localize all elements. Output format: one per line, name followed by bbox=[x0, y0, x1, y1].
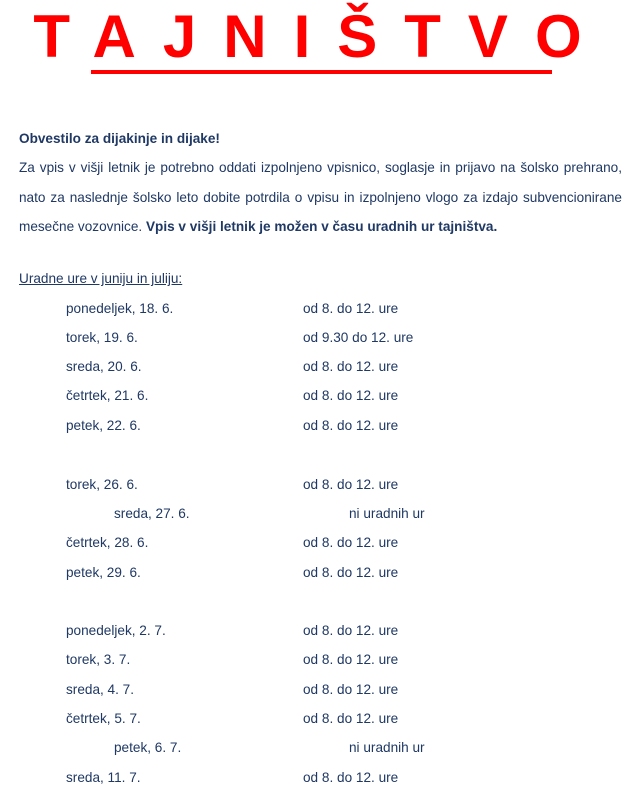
schedule-row-closed bbox=[0, 740, 635, 760]
schedule-hours: od 8. do 12. ure bbox=[303, 359, 399, 374]
schedule-day: petek, 22. 6. bbox=[66, 418, 141, 433]
schedule-day: petek, 6. 7. bbox=[114, 740, 182, 755]
schedule-day: ponedeljek, 18. 6. bbox=[66, 301, 174, 316]
schedule-day: sreda, 20. 6. bbox=[66, 359, 142, 374]
schedule-hours: od 8. do 12. ure bbox=[303, 682, 399, 697]
schedule-hours: od 8. do 12. ure bbox=[303, 388, 399, 403]
schedule-row bbox=[0, 711, 635, 731]
schedule-day: torek, 19. 6. bbox=[66, 330, 138, 345]
schedule-hours: od 8. do 12. ure bbox=[303, 770, 399, 785]
schedule-row bbox=[0, 682, 635, 702]
schedule-day: četrtek, 5. 7. bbox=[66, 711, 141, 726]
schedule-day: sreda, 4. 7. bbox=[66, 682, 135, 697]
notice-heading: Obvestilo za dijakinje in dijake! bbox=[19, 131, 220, 146]
schedule-hours: od 8. do 12. ure bbox=[303, 711, 399, 726]
schedule-hours: od 8. do 12. ure bbox=[303, 535, 399, 550]
notice-body-bold: Vpis v višji letnik je možen v času uradnih ur tajništva. bbox=[145, 219, 498, 235]
schedule-hours: od 8. do 12. ure bbox=[303, 652, 399, 667]
schedule-hours: od 8. do 12. ure bbox=[303, 623, 399, 638]
schedule-row bbox=[0, 565, 635, 585]
schedule-hours: od 8. do 12. ure bbox=[303, 418, 399, 433]
schedule-row bbox=[0, 770, 635, 790]
schedule-row bbox=[0, 652, 635, 672]
schedule-row bbox=[0, 301, 635, 321]
notice-body bbox=[19, 153, 622, 241]
schedule-day: sreda, 27. 6. bbox=[114, 506, 190, 521]
schedule-hours: od 8. do 12. ure bbox=[303, 477, 399, 492]
schedule-day: četrtek, 28. 6. bbox=[66, 535, 149, 550]
schedule-row bbox=[0, 359, 635, 379]
schedule-row bbox=[0, 623, 635, 643]
schedule-row bbox=[0, 388, 635, 408]
schedule-day: torek, 26. 6. bbox=[66, 477, 138, 492]
schedule-day: petek, 29. 6. bbox=[66, 565, 141, 580]
schedule-row-closed bbox=[0, 506, 635, 526]
notice-body-text: Za vpis v višji letnik je potrebno oddati izpolnjeno vpisnico, soglasje in prijavo na šolsko prehrano, nato za naslednje šolsko leto dobite potrdila o vpisu in izpolnjeno vlogo za izdajo subvencionirane mesečne vozovnice. bbox=[19, 160, 622, 235]
schedule-hours: ni uradnih ur bbox=[349, 740, 425, 755]
schedule-row bbox=[0, 535, 635, 555]
page-title: TAJNIŠTVO bbox=[33, 3, 609, 70]
schedule-row bbox=[0, 418, 635, 438]
schedule-hours: od 8. do 12. ure bbox=[303, 565, 399, 580]
schedule-hours: od 9.30 do 12. ure bbox=[303, 330, 414, 345]
title-underline bbox=[91, 70, 552, 74]
office-hours-heading: Uradne ure v juniju in juliju: bbox=[19, 271, 183, 286]
schedule-row bbox=[0, 330, 635, 350]
schedule-day: četrtek, 21. 6. bbox=[66, 388, 149, 403]
schedule-hours: ni uradnih ur bbox=[349, 506, 425, 521]
schedule-hours: od 8. do 12. ure bbox=[303, 301, 399, 316]
schedule-day: sreda, 11. 7. bbox=[66, 770, 141, 785]
schedule-row bbox=[0, 477, 635, 497]
notice bbox=[19, 124, 622, 242]
schedule-day: ponedeljek, 2. 7. bbox=[66, 623, 166, 638]
schedule-day: torek, 3. 7. bbox=[66, 652, 131, 667]
